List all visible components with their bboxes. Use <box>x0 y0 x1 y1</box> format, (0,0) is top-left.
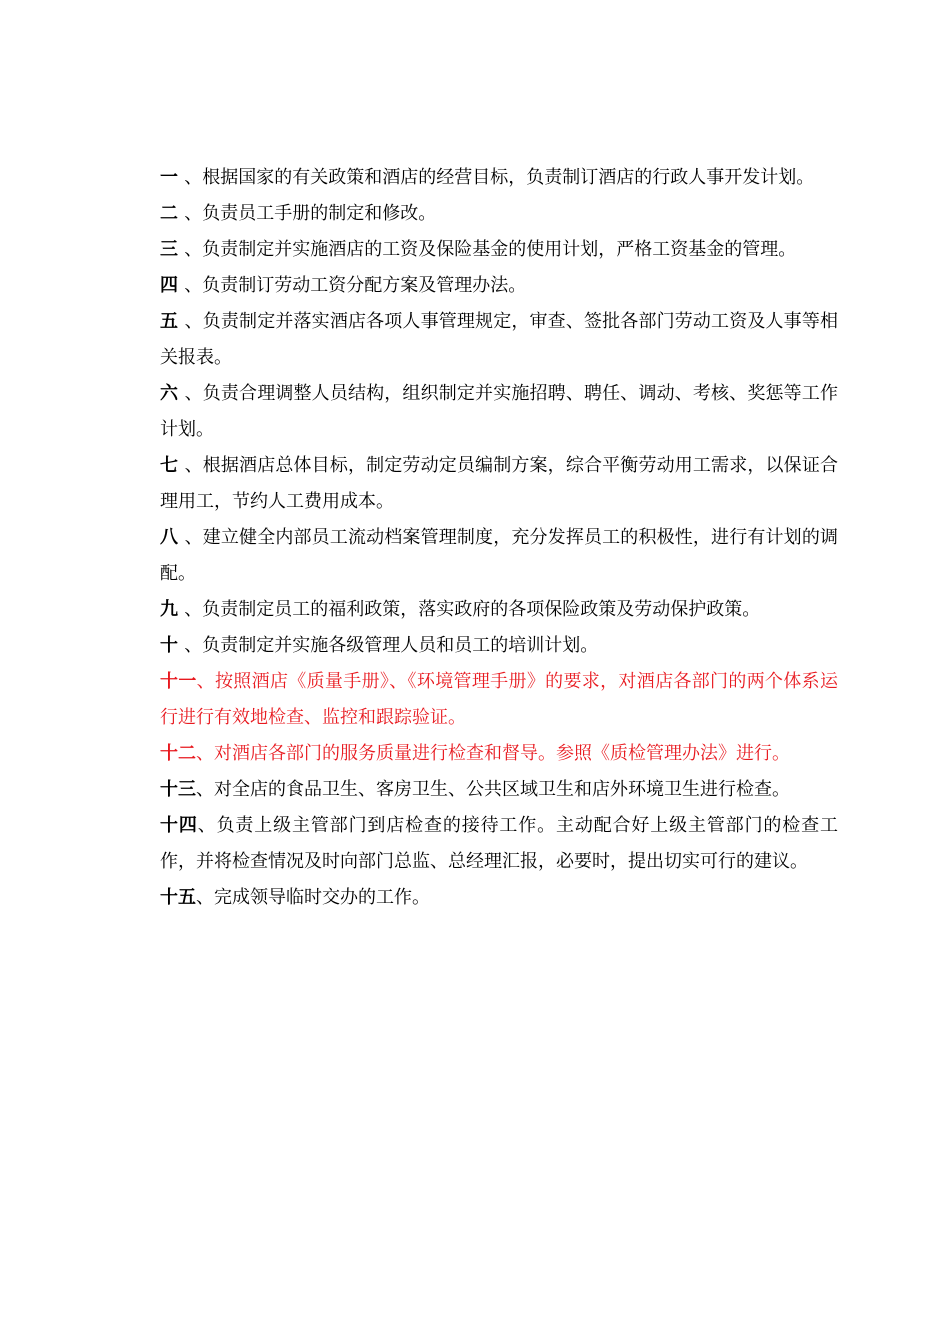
duty-text: 、负责制订劳动工资分配方案及管理办法。 <box>184 275 527 296</box>
duty-text: 、完成领导临时交办的工作。 <box>196 887 430 908</box>
duty-number: 十 <box>160 635 185 656</box>
duty-number: 二 <box>160 203 185 224</box>
duties-list <box>160 160 838 916</box>
duty-item <box>160 196 838 232</box>
duty-text: 、负责制定并落实酒店各项人事管理规定，审查、签批各部门劳动工资及人事等相关报表。 <box>160 311 838 368</box>
duty-number: 一 <box>160 167 185 188</box>
duty-number: 八 <box>160 527 185 548</box>
duty-text: 、根据酒店总体目标，制定劳动定员编制方案，综合平衡劳动用工需求，以保证合理用工，节约人工费用成本。 <box>160 455 838 512</box>
duty-number: 九 <box>160 599 185 620</box>
duty-number: 十四 <box>160 815 198 836</box>
duty-text: 、负责制定并实施酒店的工资及保险基金的使用计划，严格工资基金的管理。 <box>184 239 797 260</box>
duty-text: 、根据国家的有关政策和酒店的经营目标，负责制订酒店的行政人事开发计划。 <box>184 167 815 188</box>
duty-number: 十三 <box>160 779 196 800</box>
duty-text: 、负责员工手册的制定和修改。 <box>184 203 437 224</box>
duty-item <box>160 160 838 196</box>
duty-item <box>160 880 838 916</box>
duty-text: 、负责制定员工的福利政策，落实政府的各项保险政策及劳动保护政策。 <box>184 599 761 620</box>
duty-number: 十五 <box>160 887 196 908</box>
duty-number: 七 <box>160 455 185 476</box>
duty-number: 六 <box>160 383 185 404</box>
duty-item <box>160 808 838 880</box>
duty-text: 、建立健全内部员工流动档案管理制度，充分发挥员工的积极性，进行有计划的调配。 <box>160 527 838 584</box>
duty-item-highlighted <box>160 664 838 736</box>
duty-number: 四 <box>160 275 185 296</box>
duty-text: 、负责合理调整人员结构，组织制定并实施招聘、聘任、调动、考核、奖惩等工作计划。 <box>160 383 838 440</box>
duty-item <box>160 268 838 304</box>
duty-number: 十二 <box>160 743 196 764</box>
duty-item <box>160 592 838 628</box>
duty-item <box>160 772 838 808</box>
duty-item <box>160 376 838 448</box>
duty-number: 三 <box>160 239 185 260</box>
duty-number: 十一 <box>160 671 197 692</box>
duty-item <box>160 304 838 376</box>
duty-text: 、对酒店各部门的服务质量进行检查和督导。参照《质检管理办法》进行。 <box>196 743 790 764</box>
duty-item <box>160 520 838 592</box>
duty-text: 、按照酒店《质量手册》、《环境管理手册》的要求，对酒店各部门的两个体系运行进行有效地检查、监控和跟踪验证。 <box>160 671 839 728</box>
duty-text: 、对全店的食品卫生、客房卫生、公共区域卫生和店外环境卫生进行检查。 <box>196 779 790 800</box>
duty-item-highlighted <box>160 736 838 772</box>
duty-text: 、负责制定并实施各级管理人员和员工的培训计划。 <box>184 635 599 656</box>
duty-text: 、负责上级主管部门到店检查的接待工作。主动配合好上级主管部门的检查工作，并将检查情况及时向部门总监、总经理汇报，必要时，提出切实可行的建议。 <box>160 815 839 872</box>
duty-item <box>160 628 838 664</box>
duty-number: 五 <box>160 311 185 332</box>
duty-item <box>160 232 838 268</box>
duty-item <box>160 448 838 520</box>
